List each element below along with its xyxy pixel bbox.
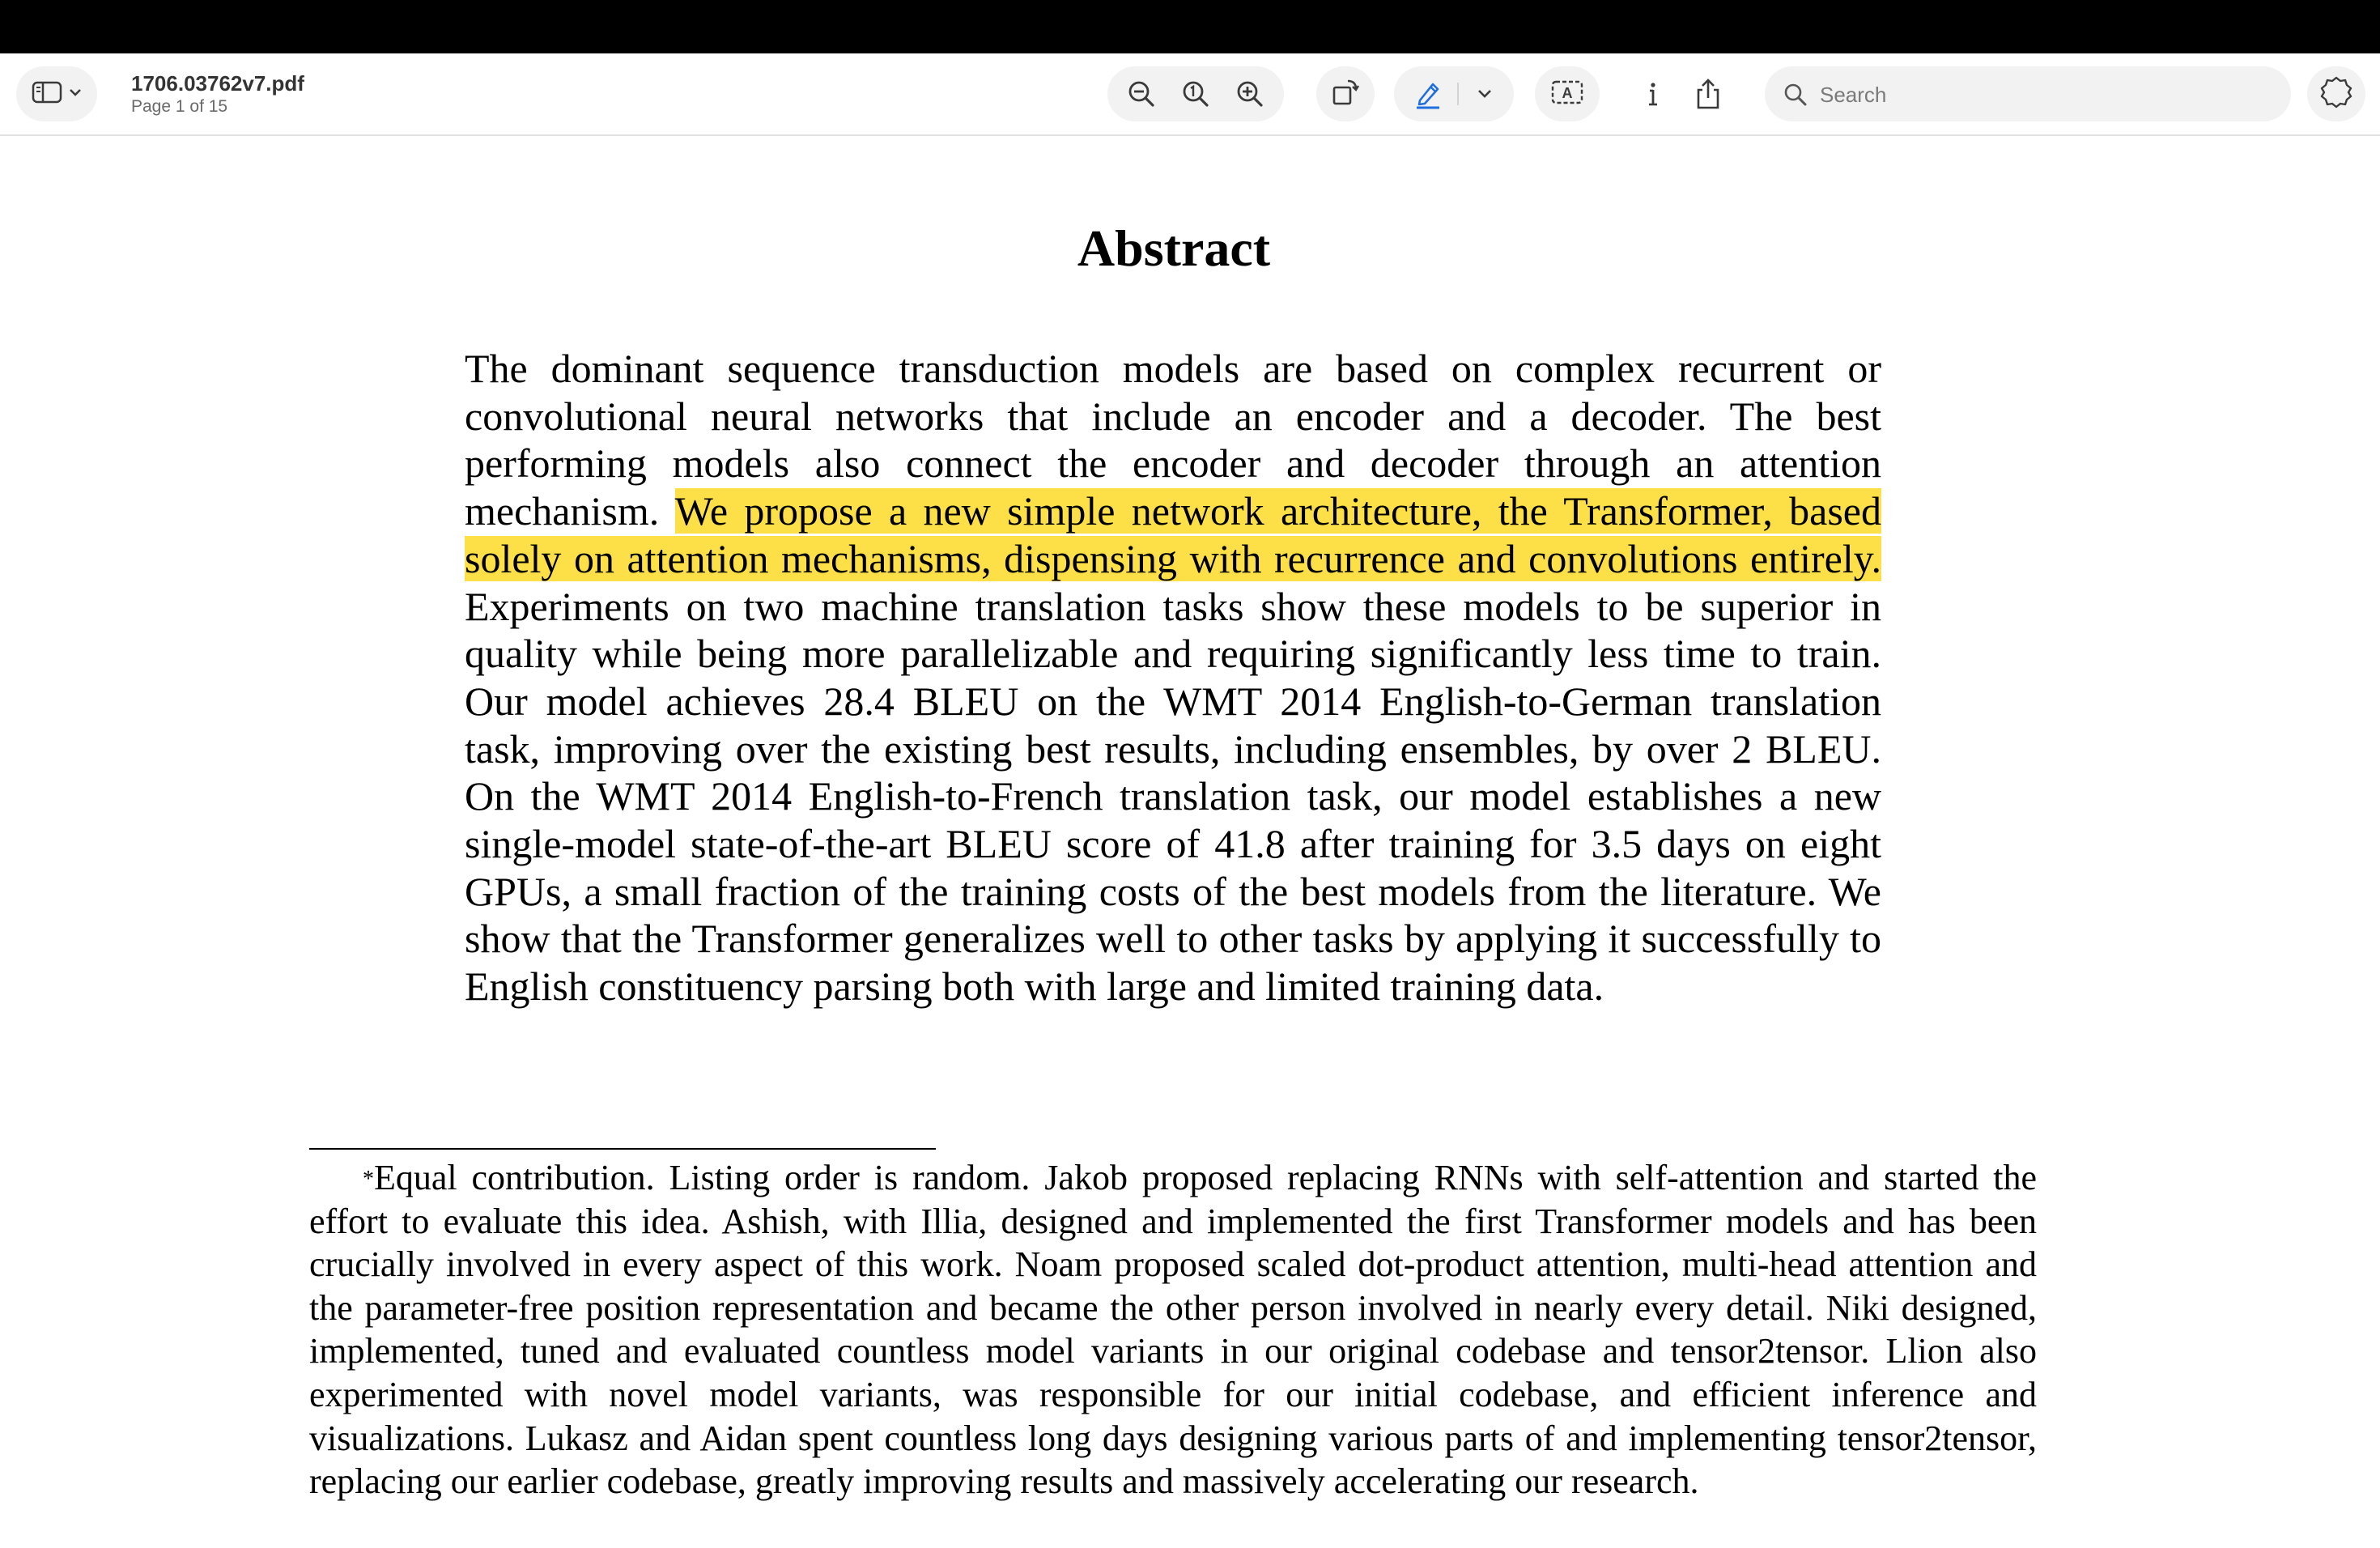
- search-icon: [1783, 82, 1808, 112]
- actual-size-button[interactable]: [1170, 66, 1222, 121]
- info-button[interactable]: [1626, 66, 1681, 121]
- abstract-heading: Abstract: [1077, 219, 1271, 277]
- abstract-body: [465, 345, 1881, 1010]
- sidebar-icon: [32, 80, 64, 108]
- footnote-text: Equal contribution. Listing order is random. Jakob proposed replacing RNNs with self-attention and started the effort to evaluate this idea. Ashish, with Illia, designed and implemented the first Transformer models and has been crucially involved in every aspect of this work. Noam proposed scaled dot-product attention, multi-head attention and the parameter-free position representation and became the other person involved in nearly every detail. Niki designed, implemented, tuned and evaluated countless model variants in our original codebase and tensor2tensor. Llion also experimented with novel model variants, was responsible for our initial codebase, and efficient inference and visualizations. Lukasz and Aidan spent countless long days designing various parts of and implementing tensor2tensor, replacing our earlier codebase, greatly improving results and massively accelerating our research.: [309, 1158, 2037, 1502]
- highlighted-sentence[interactable]: We propose a new simple network architecture, the Transformer, based solely on attention mechanisms, dispensing with recurrence and convolutions entirely.: [465, 488, 1882, 581]
- info-icon: [1643, 79, 1663, 109]
- search-input[interactable]: [1818, 78, 2275, 112]
- extension-button[interactable]: [2307, 66, 2365, 121]
- zoom-out-icon: [1126, 79, 1157, 109]
- preview-toolbar: [0, 53, 2380, 136]
- highlight-options-button[interactable]: [1462, 66, 1507, 121]
- highlight-group: [1394, 66, 1514, 121]
- abstract-text-before: The dominant sequence transduction models are based on complex recurrent or convolutional neural networks that include an encoder and a decoder. The best performing models also connect the encoder and decoder through an attention mechanism.: [465, 346, 1881, 534]
- badge-icon: [2319, 75, 2353, 113]
- zoom-group: [1107, 66, 1284, 121]
- rotate-button[interactable]: [1316, 66, 1375, 121]
- chevron-down-icon: [69, 87, 82, 101]
- highlighter-pen-icon: [1412, 78, 1444, 110]
- zoom-in-icon: [1235, 79, 1265, 109]
- menu-bar-strip: [0, 0, 2380, 53]
- highlight-button[interactable]: [1402, 66, 1454, 121]
- markup-button[interactable]: [1535, 66, 1600, 121]
- zoom-out-button[interactable]: [1116, 66, 1167, 121]
- document-title: 1706.03762v7.pdf: [131, 71, 304, 96]
- svg-text:A: A: [1562, 84, 1573, 101]
- page-indicator: Page 1 of 15: [131, 97, 228, 116]
- divider: [1457, 83, 1459, 105]
- abstract-text-after: Experiments on two machine translation tasks show these models to be superior in quality while being more parallelizable and requiring significantly less time to train. Our model achieves 28.4 BLEU on the WMT 2014 English-to-German translation task, improving over the existing best results, including ensembles, by over 2 BLEU. On the WMT 2014 English-to-French translation task, our model establishes a new single-model state-of-the-art BLEU score of 41.8 after training for 3.5 days on eight GPUs, a small fraction of the training costs of the best models from the literature. We show that the Transformer generalizes well to other tasks by applying it successfully to English constituency parsing both with large and limited training data.: [465, 583, 1881, 1010]
- footnote: [309, 1156, 2037, 1503]
- search-field[interactable]: [1765, 66, 2291, 121]
- pdf-page: [0, 138, 2380, 1548]
- footnote-divider: [309, 1148, 936, 1150]
- actual-size-icon: [1180, 79, 1211, 109]
- text-box-icon: [1550, 79, 1584, 110]
- zoom-in-button[interactable]: [1224, 66, 1276, 121]
- share-button[interactable]: [1681, 66, 1736, 121]
- footnote-marker: *: [363, 1167, 374, 1192]
- share-icon: [1694, 77, 1723, 111]
- sidebar-toggle-button[interactable]: [16, 66, 97, 121]
- rotate-icon: [1330, 77, 1361, 112]
- chevron-down-icon: [1477, 88, 1493, 100]
